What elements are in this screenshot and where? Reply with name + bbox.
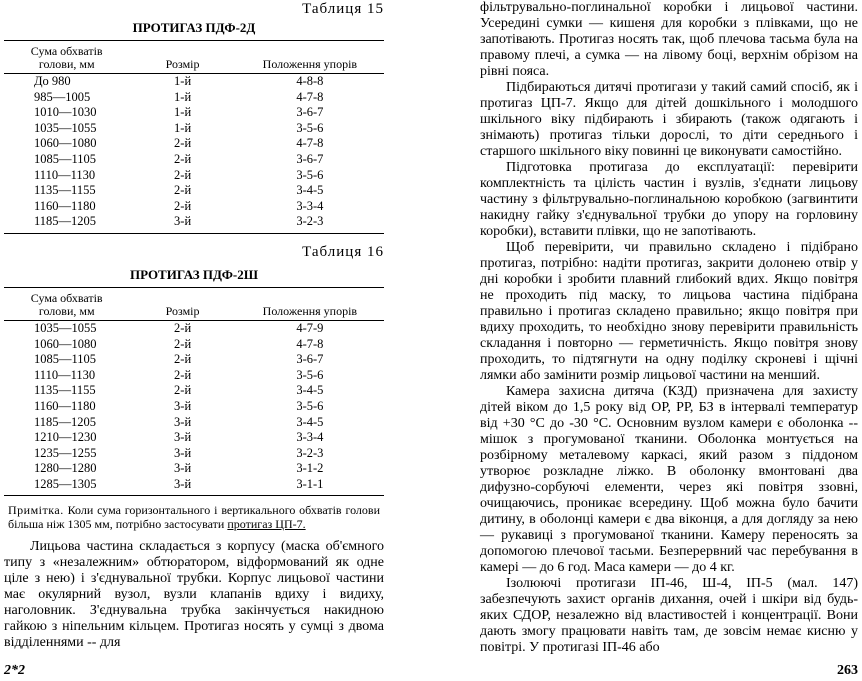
girth-cell: 1235—1255 <box>34 445 97 460</box>
table-row <box>4 446 384 462</box>
size-cell: 2-й <box>174 167 192 182</box>
size-cell: 1-й <box>174 74 192 88</box>
table-16-header-size: Розмір <box>129 287 235 320</box>
table-row <box>4 214 384 233</box>
table-15-body <box>4 74 384 234</box>
table-row <box>4 105 384 121</box>
table-row <box>4 461 384 477</box>
table-16-title: ПРОТИГАЗ ПДФ-2Ш <box>129 266 259 282</box>
right-paragraph-children-gas-masks: Підбираються дитячі протигази у такий самий спосіб, як і протигаз ЦП-7. Якщо для дітей дошкільного і молодшого шкільного віку підбирають і збирають (також одягають і знімають) протигаз тільки дорослі, то діти середнього і старшого шкільного віку повинні це виконувати самостійно. <box>480 80 858 159</box>
table-15-caption: Таблиця 15 <box>302 1 384 17</box>
position-cell: 4-7-8 <box>296 89 324 104</box>
note-reference: протигаз ЦП-7. <box>227 516 306 531</box>
girth-cell: 1110—1130 <box>34 167 96 182</box>
girth-cell: 1185—1205 <box>34 414 97 429</box>
position-cell: 4-7-8 <box>296 336 324 351</box>
page-number: 263 <box>837 663 858 678</box>
table-15-header-girth: Сума обхватів голови, мм <box>4 41 129 74</box>
table-row <box>4 320 384 336</box>
position-cell: 3-3-4 <box>296 430 324 445</box>
girth-cell: 1135—1155 <box>34 383 96 398</box>
table-row <box>4 352 384 368</box>
right-paragraph-continuation: фільтрувально-поглинальної коробки і лицьової частини. Усередині сумки — кишеня для коробки з плівками, що не запотівають. Протигаз носять так, щоб плечова тасьма була на правому плечі, а сумка — на лівому боці, верхнім обрізом на рівні пояса. <box>480 0 858 79</box>
size-cell: 3-й <box>174 461 192 476</box>
position-cell: 3-1-1 <box>236 477 384 496</box>
right-column <box>480 0 858 656</box>
size-cell: 3-й <box>129 477 235 496</box>
right-paragraph-protective-chamber: Камера захисна дитяча (КЗД) призначена для захисту дітей віком до 1,5 року від ОР, РР, БЗ в інтервалі температур від +30 °С до -30 °С. Основним вузлом камери є оболонка -- мішок з прогумованої тканини. Оболонка монтується на розбірному металевому каркасі, який разом з піддоном утворює розкладне ліжко. В оболонку вмонтовані два дифузно-сорбуючі елементи, через які повітря ззовні, очищаючись, проникає всередину. Щоб можна було бачити дитину, в оболонці камери є два віконця, а для догляду за нею — рукавиці з прогумованої тканини. Камеру переносять за допомогою плечової тасьми. Безперервний час перебування в камері — до 6 год. Маса камери — до 4 кг. <box>480 384 858 575</box>
size-cell: 3-й <box>174 445 192 460</box>
size-cell: 1-й <box>174 105 192 120</box>
size-cell: 3-й <box>129 214 235 233</box>
girth-cell: 1135—1155 <box>34 183 96 198</box>
position-cell: 3-6-7 <box>296 105 324 120</box>
size-cell: 1-й <box>174 120 192 135</box>
right-paragraph-isolating-gas-masks: Ізолюючі протигази ІП-46, Ш-4, ІП-5 (мал. 147) забезпечують захист органів дихання, очей і шкіри від будь-яких СДОР, незалежно від властивостей і концентрації. Вони дають змогу працювати навіть там, де зовсім немає кисню у повітрі. У протигазі ІП-46 або <box>480 576 858 655</box>
size-cell: 2-й <box>174 320 192 335</box>
size-cell: 2-й <box>174 136 192 151</box>
table-15-header-size: Розмір <box>129 41 235 74</box>
table-row <box>4 430 384 446</box>
girth-cell: 1060—1080 <box>34 336 97 351</box>
position-cell: 4-8-8 <box>296 74 324 88</box>
right-paragraph-preparation: Підготовка протигаза до експлуатації: перевірити комплектність та цілість частин і вузлів, з'єднати лицьову частину з фільтрувально-поглинальною коробкою (загвинтити накидну гайку з'єднувальної трубки до упору на горловину коробки), вставити плівки, що не запотівають. <box>480 160 858 239</box>
girth-cell: 1285—1305 <box>4 477 129 496</box>
position-cell: 3-4-5 <box>296 183 324 198</box>
girth-cell: 1210—1230 <box>34 430 97 445</box>
girth-cell: 1085—1105 <box>34 151 97 166</box>
table-row <box>4 368 384 384</box>
table-15-header-position: Положення упорів <box>236 41 384 74</box>
size-cell: 1-й <box>174 89 192 104</box>
girth-cell: 1110—1130 <box>34 367 96 382</box>
position-cell: 3-4-5 <box>296 414 324 429</box>
signature-mark: 2*2 <box>4 663 25 678</box>
table-row <box>4 183 384 199</box>
position-cell: 3-4-5 <box>296 383 324 398</box>
girth-cell: 1010—1030 <box>34 105 97 120</box>
note-label: Примітка. <box>8 503 64 518</box>
position-cell: 3-2-3 <box>296 445 324 460</box>
table-row <box>4 477 384 496</box>
right-paragraph-check: Щоб перевірити, чи правильно складено і підібрано протигаз, потрібно: надіти протигаз, закрити долонею отвір у дні коробки і зробити плавний глибокий вдих. Якщо повітря не проходить під маску, то лицьова частина підібрана правильно і протигаз складено правильно; якщо повітря при вдиху проходить, то необхідно знову перевірити правильність складання і повторно — герметичність. Якщо повітря знову проходить, то підтягнути на одну поділку скроневі і щічні лямки або замінити розмір лицьової частини на менший. <box>480 240 858 383</box>
table-row <box>4 136 384 152</box>
size-cell: 3-й <box>174 398 192 413</box>
girth-cell: До 980 <box>34 74 71 88</box>
position-cell: 3-5-6 <box>296 167 324 182</box>
table-note <box>8 504 380 531</box>
size-cell: 2-й <box>174 198 192 213</box>
position-cell: 4-7-9 <box>296 320 324 335</box>
position-cell: 3-5-6 <box>296 398 324 413</box>
size-cell: 3-й <box>174 430 192 445</box>
size-cell: 2-й <box>174 336 192 351</box>
table-row <box>4 121 384 137</box>
left-body-paragraph: Лицьова частина складається з корпусу (маска об'ємного типу з «незалежним» обтюратором, відформований як одне ціле з нею) і з'єднувальної трубки. Корпус лицьової частини має окулярний вузол, вузли клапанів вдиху і видиху, наголовник. З'єднувальна трубка закінчується накидною гайкою з ніпельним кільцем. Протигаз носять у сумці з двома відділеннями -- для <box>4 539 384 651</box>
table-row <box>4 168 384 184</box>
position-cell: 4-7-8 <box>296 136 324 151</box>
table-16-header-position: Положення упорів <box>236 287 384 320</box>
size-cell: 3-й <box>174 414 192 429</box>
table-row <box>4 152 384 168</box>
position-cell: 3-5-6 <box>296 367 324 382</box>
table-row <box>4 74 384 90</box>
girth-cell: 1185—1205 <box>4 214 129 233</box>
position-cell: 3-5-6 <box>296 120 324 135</box>
girth-cell: 1035—1055 <box>34 320 97 335</box>
girth-cell: 1280—1280 <box>34 461 97 476</box>
table-16-header-girth: Сума обхватів голови, мм <box>4 287 129 320</box>
table-row <box>4 415 384 431</box>
size-cell: 2-й <box>174 383 192 398</box>
table-row <box>4 383 384 399</box>
size-cell: 2-й <box>174 183 192 198</box>
girth-cell: 1035—1055 <box>34 120 97 135</box>
table-15 <box>4 40 384 234</box>
table-row <box>4 199 384 215</box>
table-16-body <box>4 320 384 496</box>
girth-cell: 1160—1180 <box>34 398 96 413</box>
position-cell: 3-6-7 <box>296 352 324 367</box>
size-cell: 2-й <box>174 367 192 382</box>
table-16 <box>4 287 384 497</box>
note-text: Коли сума горизонтального і вертикального обхватів голови більша ніж 1305 мм, потрібно застосувати <box>8 503 380 531</box>
table-16-caption: Таблиця 16 <box>302 243 384 260</box>
girth-cell: 1160—1180 <box>34 198 96 213</box>
position-cell: 3-3-4 <box>296 198 324 213</box>
table-row <box>4 90 384 106</box>
girth-cell: 985—1005 <box>34 89 91 104</box>
position-cell: 3-6-7 <box>296 151 324 166</box>
girth-cell: 1085—1105 <box>34 352 97 367</box>
table-15-title: ПРОТИГАЗ ПДФ-2Д <box>132 20 256 35</box>
size-cell: 2-й <box>174 151 192 166</box>
position-cell: 3-2-3 <box>236 214 384 233</box>
position-cell: 3-1-2 <box>296 461 324 476</box>
girth-cell: 1060—1080 <box>34 136 97 151</box>
table-row <box>4 337 384 353</box>
table-row <box>4 399 384 415</box>
size-cell: 2-й <box>174 352 192 367</box>
left-column <box>4 0 384 651</box>
